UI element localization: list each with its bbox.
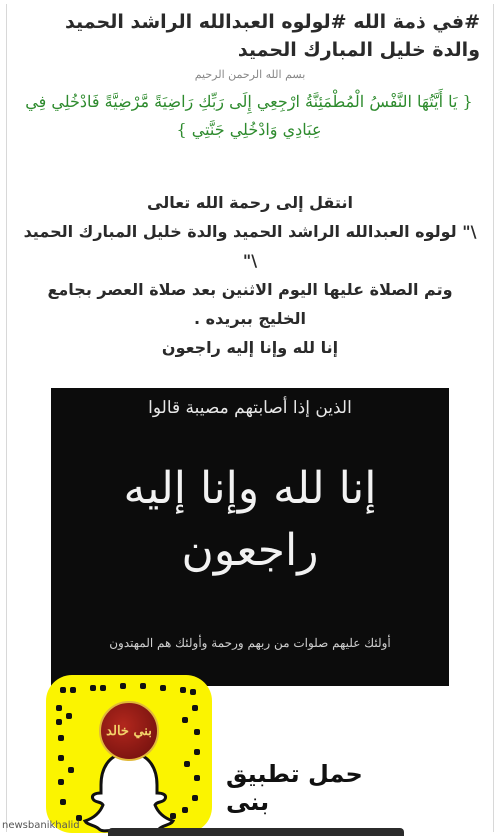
condolence-image — [51, 388, 449, 686]
condolence-bottom-text: أولئك عليهم صلوات من ربهم ورحمة وأولئك هم المهتدون — [109, 636, 391, 650]
ghost-icon — [81, 749, 177, 833]
obituary-line-3: وتم الصلاة عليها اليوم الاثنين بعد صلاة العصر بجامع الخليج ببريده . — [47, 280, 453, 328]
quran-verse: { يَا أَيَّتُهَا النَّفْسُ الْمُطْمَئِنَّةُ ارْجِعِي إِلَى رَبِّكِ رَاضِيَةً مَّرْضِيَّةً فَادْخُلِي فِي عِبَادِي وَادْخُلِي جَنَّتِي } — [25, 92, 473, 139]
logo-text: بني خالد — [106, 723, 152, 739]
banikhalid-logo — [99, 701, 159, 761]
condolence-main-line-1: إنا لله وإنا إليه — [123, 463, 377, 514]
download-app-text: حمل تطبيق بنى — [226, 760, 363, 816]
condolence-top-text: الذين إذا أصابتهم مصيبة قالوا — [148, 398, 352, 418]
obituary-line-2: \" لولوه العبدالله الراشد الحميد والدة خليل المبارك الحميد \" — [23, 222, 477, 270]
obituary-line-1: انتقل إلى رحمة الله تعالى — [147, 193, 353, 212]
condolence-main-line-2: راجعون — [181, 525, 319, 576]
basmala-calligraphy: بسم الله الرحمن الرحيم — [194, 68, 306, 81]
obituary-line-4: إنا لله وإنا إليه راجعون — [161, 338, 339, 357]
bottom-bar — [108, 828, 404, 836]
snapcode[interactable] — [46, 675, 212, 833]
obituary-text — [22, 188, 478, 362]
site-watermark: newsbanikhalid — [2, 820, 80, 831]
post-headline: #في ذمة الله #لولوه العبدالله الراشد الحميد والدة خليل المبارك الحميد — [65, 11, 480, 61]
condolence-main-text — [51, 458, 449, 582]
